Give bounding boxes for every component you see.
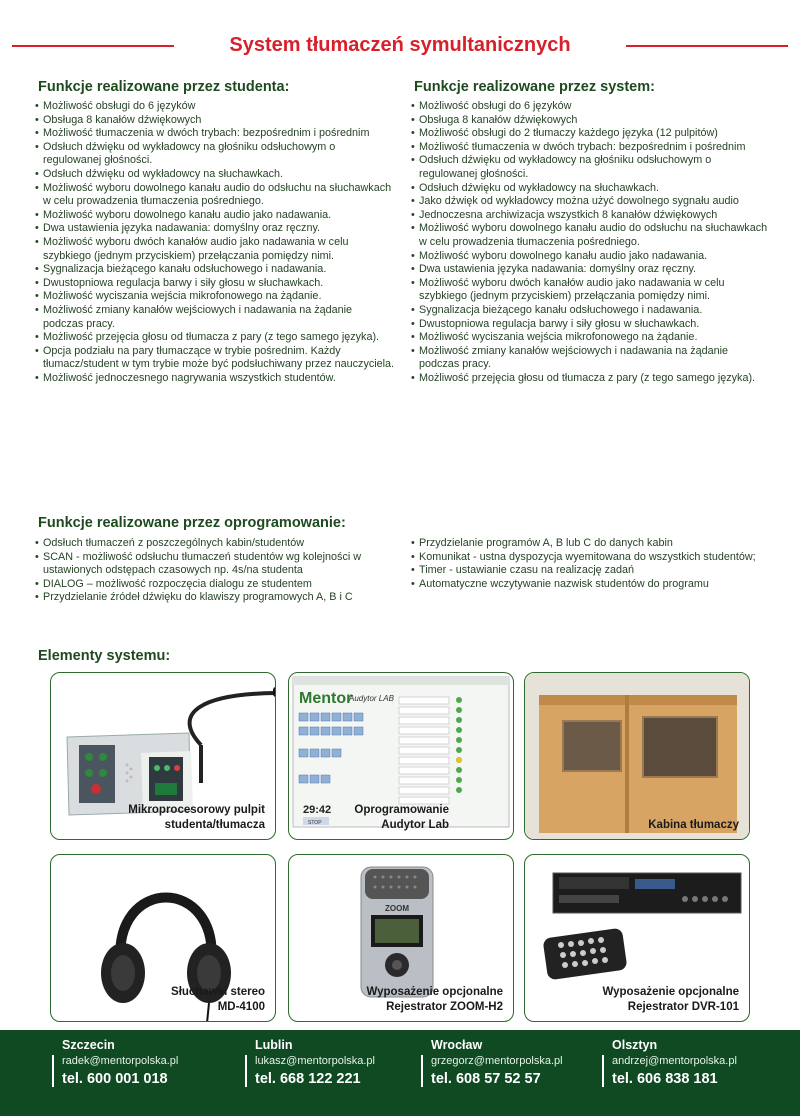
office-city: Lublin xyxy=(255,1038,293,1052)
list-item: • Możliwość wyboru dowolnego kanału audio do odsłuchu na słuchawkach w celu prowadzenia tłumaczenia pośredniego. xyxy=(409,222,771,249)
tile-caption xyxy=(366,985,503,1015)
software-product-text: Audytor LAB xyxy=(349,694,394,703)
student-function-list xyxy=(33,100,395,385)
tile-caption xyxy=(648,818,739,833)
office-details xyxy=(602,1055,737,1087)
office-olsztyn xyxy=(602,1038,737,1087)
office-email-link[interactable]: lukasz@mentorpolska.pl xyxy=(255,1055,375,1067)
list-item: • Obsługa 8 kanałów dźwiękowych xyxy=(409,114,771,128)
list-item: • Możliwość jednoczesnego nagrywania wszystkich studentów. xyxy=(33,372,395,386)
tile-student-console xyxy=(50,672,276,840)
tile-recorder xyxy=(288,854,514,1022)
tile-caption xyxy=(128,803,265,833)
office-city: Szczecin xyxy=(62,1038,115,1052)
list-item: • Możliwość obsługi do 2 tłumaczy każdego języka (12 pulpitów) xyxy=(409,127,771,141)
tile-booth xyxy=(524,672,750,840)
list-item: • Przydzielanie programów A, B lub C do danych kabin xyxy=(409,537,769,551)
office-phone: tel. 600 001 018 xyxy=(62,1071,168,1087)
tile-headphones xyxy=(50,854,276,1022)
list-item: • Możliwość przejęcia głosu od tłumacza z pary (z tego samego języka). xyxy=(33,331,395,345)
list-item: • Możliwość wyciszania wejścia mikrofonowego na żądanie. xyxy=(409,331,771,345)
list-item: • Możliwość obsługi do 6 języków xyxy=(409,100,771,114)
list-item: • Jednoczesna archiwizacja wszystkich 8 kanałów dźwiękowych xyxy=(409,209,771,223)
list-item: • Dwustopniowa regulacja barwy i siły głosu w słuchawkach. xyxy=(409,318,771,332)
caption-line2: Rejestrator DVR-101 xyxy=(627,1001,739,1013)
caption-line2: studenta/tłumacza xyxy=(164,819,265,831)
software-heading: Funkcje realizowane przez oprogramowanie: xyxy=(38,515,346,531)
list-item: • Odsłuch dźwięku od wykładowcy na słuchawkach. xyxy=(33,168,395,182)
list-item: • Możliwość wyboru dowolnego kanału audio jako nadawania. xyxy=(409,250,771,264)
list-item: • Sygnalizacja bieżącego kanału odsłuchowego i nadawania. xyxy=(33,263,395,277)
office-szczecin xyxy=(52,1038,178,1087)
list-item: • Obsługa 8 kanałów dźwiękowych xyxy=(33,114,395,128)
caption-line2: Audytor Lab xyxy=(381,819,449,831)
tile-software xyxy=(288,672,514,840)
list-item: • Możliwość tłumaczenia w dwóch trybach: bezpośrednim i pośrednim xyxy=(409,141,771,155)
system-heading: Funkcje realizowane przez system: xyxy=(414,79,655,95)
list-item: • Możliwość przejęcia głosu od tłumacza z pary (z tego samego języka). xyxy=(409,372,771,386)
caption-line1: Kabina tłumaczy xyxy=(648,819,739,831)
office-email-link[interactable]: radek@mentorpolska.pl xyxy=(62,1055,179,1067)
list-item: • Dwa ustawienia języka nadawania: domyślny oraz ręczny. xyxy=(33,222,395,236)
office-email-link[interactable]: andrzej@mentorpolska.pl xyxy=(612,1055,737,1067)
caption-line1: Wyposażenie opcjonalne xyxy=(366,986,503,998)
list-item: • Przydzielanie źródeł dźwięku do klawiszy programowych A, B i C xyxy=(33,591,381,605)
list-item: • Możliwość zmiany kanałów wejściowych i nadawania na żądanie podczas pracy. xyxy=(33,304,395,331)
software-brand-text: Mentor xyxy=(299,690,353,707)
list-item: • Odsłuch dźwięku od wykładowcy na słuchawkach. xyxy=(409,182,771,196)
office-details xyxy=(421,1055,563,1087)
caption-line1: Mikroprocesorowy pulpit xyxy=(128,804,265,816)
list-item: • Możliwość wyboru dwóch kanałów audio jako nadawania w celu szybkiego (jednym przyciskiem) przełączania pomiędzy nimi. xyxy=(409,277,771,304)
list-item: • Możliwość wyboru dwóch kanałów audio jako nadawania w celu szybkiego (jednym przyciskiem) przełączania pomiędzy nimi. xyxy=(33,236,395,263)
caption-line1: Słuchawki stereo xyxy=(171,986,265,998)
list-item: • Możliwość wyboru dowolnego kanału audio do odsłuchu na słuchawkach w celu prowadzenia tłumaczenia pośredniego. xyxy=(33,182,395,209)
list-item: • Jako dźwięk od wykładowcy można użyć dowolnego sygnału audio xyxy=(409,195,771,209)
elements-heading: Elementy systemu: xyxy=(38,648,171,664)
office-city: Olsztyn xyxy=(612,1038,658,1052)
list-item: • Możliwość wyciszania wejścia mikrofonowego na żądanie. xyxy=(33,290,395,304)
tile-caption xyxy=(171,985,265,1015)
list-item: • Sygnalizacja bieżącego kanału odsłuchowego i nadawania. xyxy=(409,304,771,318)
system-function-list xyxy=(409,100,771,385)
contact-footer xyxy=(0,1030,800,1116)
caption-line2: MD-4100 xyxy=(217,1001,265,1013)
caption-line2: Rejestrator ZOOM-H2 xyxy=(386,1001,503,1013)
office-lublin xyxy=(245,1038,375,1087)
list-item: • Odsłuch dźwięku od wykładowcy na głośniku odsłuchowym o regulowanej głośności. xyxy=(33,141,395,168)
office-wroclaw xyxy=(421,1038,563,1087)
list-item: • Możliwość zmiany kanałów wejściowych i nadawania na żądanie podczas pracy. xyxy=(409,345,771,372)
list-item: • Komunikat - ustna dyspozycja wyemitowana do wszystkich studentów; xyxy=(409,551,769,565)
list-item: • Dwa ustawienia języka nadawania: domyślny oraz ręczny. xyxy=(409,263,771,277)
student-heading: Funkcje realizowane przez studenta: xyxy=(38,79,290,95)
list-item: • Możliwość wyboru dowolnego kanału audio jako nadawania. xyxy=(33,209,395,223)
software-stop-text: STOP xyxy=(308,820,322,826)
list-item: • Timer - ustawianie czasu na realizację zadań xyxy=(409,564,769,578)
list-item: • Możliwość obsługi do 6 języków xyxy=(33,100,395,114)
list-item: • Automatyczne wczytywanie nazwisk studentów do programu xyxy=(409,578,769,592)
software-function-list-left xyxy=(33,537,381,605)
office-details xyxy=(52,1055,178,1087)
list-item: • Opcja podziału na pary tłumaczące w trybie pośrednim. Każdy tłumacz/student w tym trybie może być podsłuchiwany przez nauczyciela. xyxy=(33,345,395,372)
office-phone: tel. 608 57 52 57 xyxy=(431,1071,541,1087)
list-item: • Odsłuch tłumaczeń z poszczególnych kabin/studentów xyxy=(33,537,381,551)
list-item: • SCAN - możliwość odsłuchu tłumaczeń studentów wg kolejności w ustawionych odstępach czasowych np. 4s/na studenta xyxy=(33,551,381,578)
office-phone: tel. 606 838 181 xyxy=(612,1071,718,1087)
list-item: • Dwustopniowa regulacja barwy i siły głosu w słuchawkach. xyxy=(33,277,395,291)
list-item: • DIALOG – możliwość rozpoczęcia dialogu ze studentem xyxy=(33,578,381,592)
booth-image xyxy=(525,673,750,840)
office-email-link[interactable]: grzegorz@mentorpolska.pl xyxy=(431,1055,563,1067)
page-title: System tłumaczeń symultanicznych xyxy=(229,34,571,56)
recorder-brand-text: ZOOM xyxy=(385,904,409,913)
tile-caption xyxy=(354,803,449,833)
office-phone: tel. 668 122 221 xyxy=(255,1071,361,1087)
caption-line1: Oprogramowanie xyxy=(354,804,449,816)
list-item: • Możliwość tłumaczenia w dwóch trybach: bezpośrednim i pośrednim xyxy=(33,127,395,141)
tile-dvr xyxy=(524,854,750,1022)
caption-line1: Wyposażenie opcjonalne xyxy=(602,986,739,998)
software-function-list-right xyxy=(409,537,769,591)
list-item: • Odsłuch dźwięku od wykładowcy na głośniku odsłuchowym o regulowanej głośności. xyxy=(409,154,771,181)
tile-caption xyxy=(602,985,739,1015)
software-timer-text: 29:42 xyxy=(303,804,332,816)
office-details xyxy=(245,1055,375,1087)
office-city: Wrocław xyxy=(431,1038,483,1052)
